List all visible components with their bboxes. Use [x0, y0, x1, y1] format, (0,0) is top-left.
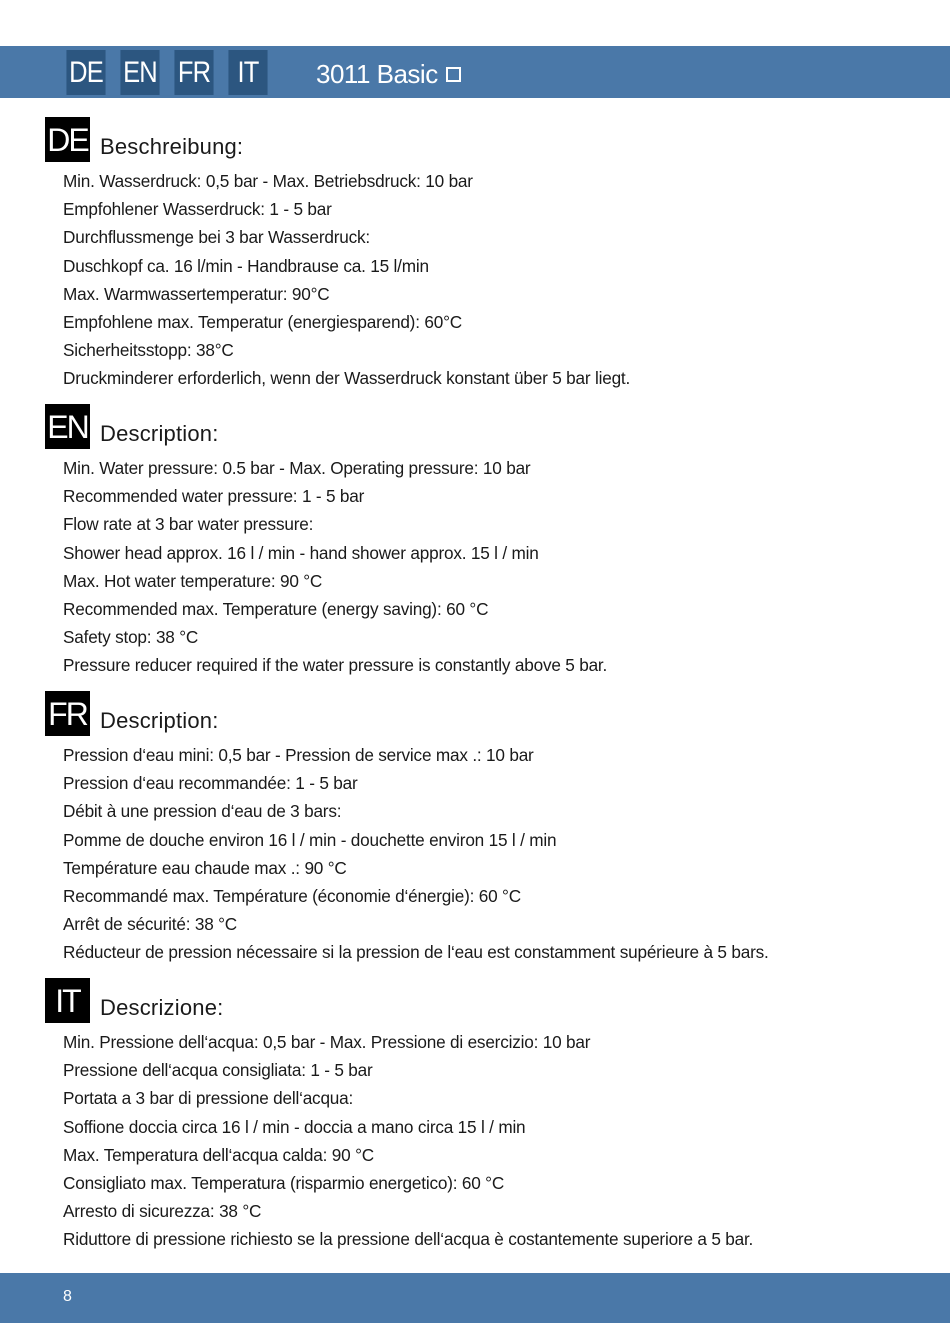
model-title — [316, 59, 461, 89]
section-title: Beschreibung: — [100, 134, 244, 159]
spec-line: Recommended water pressure: 1 - 5 bar — [63, 486, 365, 507]
spec-line: Consigliato max. Temperatura (risparmio energetico): 60 °C — [63, 1172, 505, 1193]
spec-line: Pressione dell‘acqua consigliata: 1 - 5 bar — [63, 1060, 373, 1081]
spec-list — [63, 1028, 753, 1254]
section-badge: EN — [45, 404, 90, 449]
spec-line: Max. Temperatura dell‘acqua calda: 90 °C — [63, 1144, 374, 1165]
spec-line: Pression d‘eau mini: 0,5 bar - Pression de service max .: 10 bar — [63, 745, 534, 765]
spec-line: Flow rate at 3 bar water pressure: — [63, 514, 314, 535]
footer-bar — [0, 1273, 950, 1323]
spec-line: Température eau chaude max .: 90 °C — [63, 857, 347, 878]
spec-line: Recommended max. Temperature (energy saving): 60 °C — [63, 598, 489, 619]
language-tab-en[interactable]: EN — [120, 50, 159, 95]
language-tab-de[interactable]: DE — [66, 50, 105, 95]
spec-line: Réducteur de pression nécessaire si la pression de l‘eau est constamment supérieure à 5 bars. — [63, 942, 769, 963]
language-tabs — [63, 50, 271, 95]
spec-list — [63, 741, 769, 967]
spec-line: Max. Warmwassertemperatur: 90°C — [63, 283, 330, 304]
section-title: Descrizione: — [100, 995, 224, 1020]
spec-line: Empfohlene max. Temperatur (energiesparend): 60°C — [63, 311, 462, 332]
spec-list — [63, 454, 607, 680]
spec-line: Min. Water pressure: 0.5 bar - Max. Operating pressure: 10 bar — [63, 458, 531, 478]
spec-line: Durchflussmenge bei 3 bar Wasserdruck: — [63, 227, 370, 248]
spec-line: Pression d‘eau recommandée: 1 - 5 bar — [63, 773, 358, 794]
spec-line: Druckminderer erforderlich, wenn der Wasserdruck konstant über 5 bar liegt. — [63, 368, 631, 389]
spec-line: Riduttore di pressione richiesto se la pressione dell‘acqua è costantemente superiore a 5 bar. — [63, 1229, 754, 1250]
spec-line: Arresto di sicurezza: 38 °C — [63, 1201, 262, 1222]
checkbox-icon — [446, 67, 461, 82]
spec-line: Min. Wasserdruck: 0,5 bar - Max. Betriebsdruck: 10 bar — [63, 171, 473, 191]
section-badge: IT — [45, 978, 90, 1023]
spec-line: Recommandé max. Température (économie d‘énergie): 60 °C — [63, 885, 521, 906]
spec-line: Duschkopf ca. 16 l/min - Handbrause ca. 15 l/min — [63, 255, 429, 276]
language-tab-it[interactable]: IT — [228, 50, 267, 95]
spec-list — [63, 167, 630, 393]
header-bar — [0, 46, 950, 98]
spec-line: Débit à une pression d‘eau de 3 bars: — [63, 801, 342, 822]
spec-line: Max. Hot water temperature: 90 °C — [63, 570, 323, 591]
page-number: 8 — [63, 1288, 72, 1305]
spec-line: Pomme de douche environ 16 l / min - douchette environ 15 l / min — [63, 829, 557, 850]
section-badge: DE — [45, 117, 90, 162]
spec-line: Min. Pressione dell‘acqua: 0,5 bar - Max. Pressione di esercizio: 10 bar — [63, 1032, 591, 1052]
spec-line: Arrêt de sécurité: 38 °C — [63, 914, 238, 935]
spec-line: Safety stop: 38 °C — [63, 627, 199, 648]
section-title: Description: — [100, 421, 219, 446]
language-tab-fr[interactable]: FR — [174, 50, 213, 95]
spec-line: Soffione doccia circa 16 l / min - doccia a mano circa 15 l / min — [63, 1116, 526, 1137]
section-title: Description: — [100, 708, 219, 733]
spec-line: Sicherheitsstopp: 38°C — [63, 340, 234, 361]
section-badge: FR — [45, 691, 90, 736]
model-name: 3011 Basic — [316, 59, 438, 89]
spec-line: Shower head approx. 16 l / min - hand shower approx. 15 l / min — [63, 542, 539, 563]
spec-line: Portata a 3 bar di pressione dell‘acqua: — [63, 1088, 354, 1109]
spec-line: Empfohlener Wasserdruck: 1 - 5 bar — [63, 199, 332, 220]
spec-line: Pressure reducer required if the water pressure is constantly above 5 bar. — [63, 655, 608, 676]
